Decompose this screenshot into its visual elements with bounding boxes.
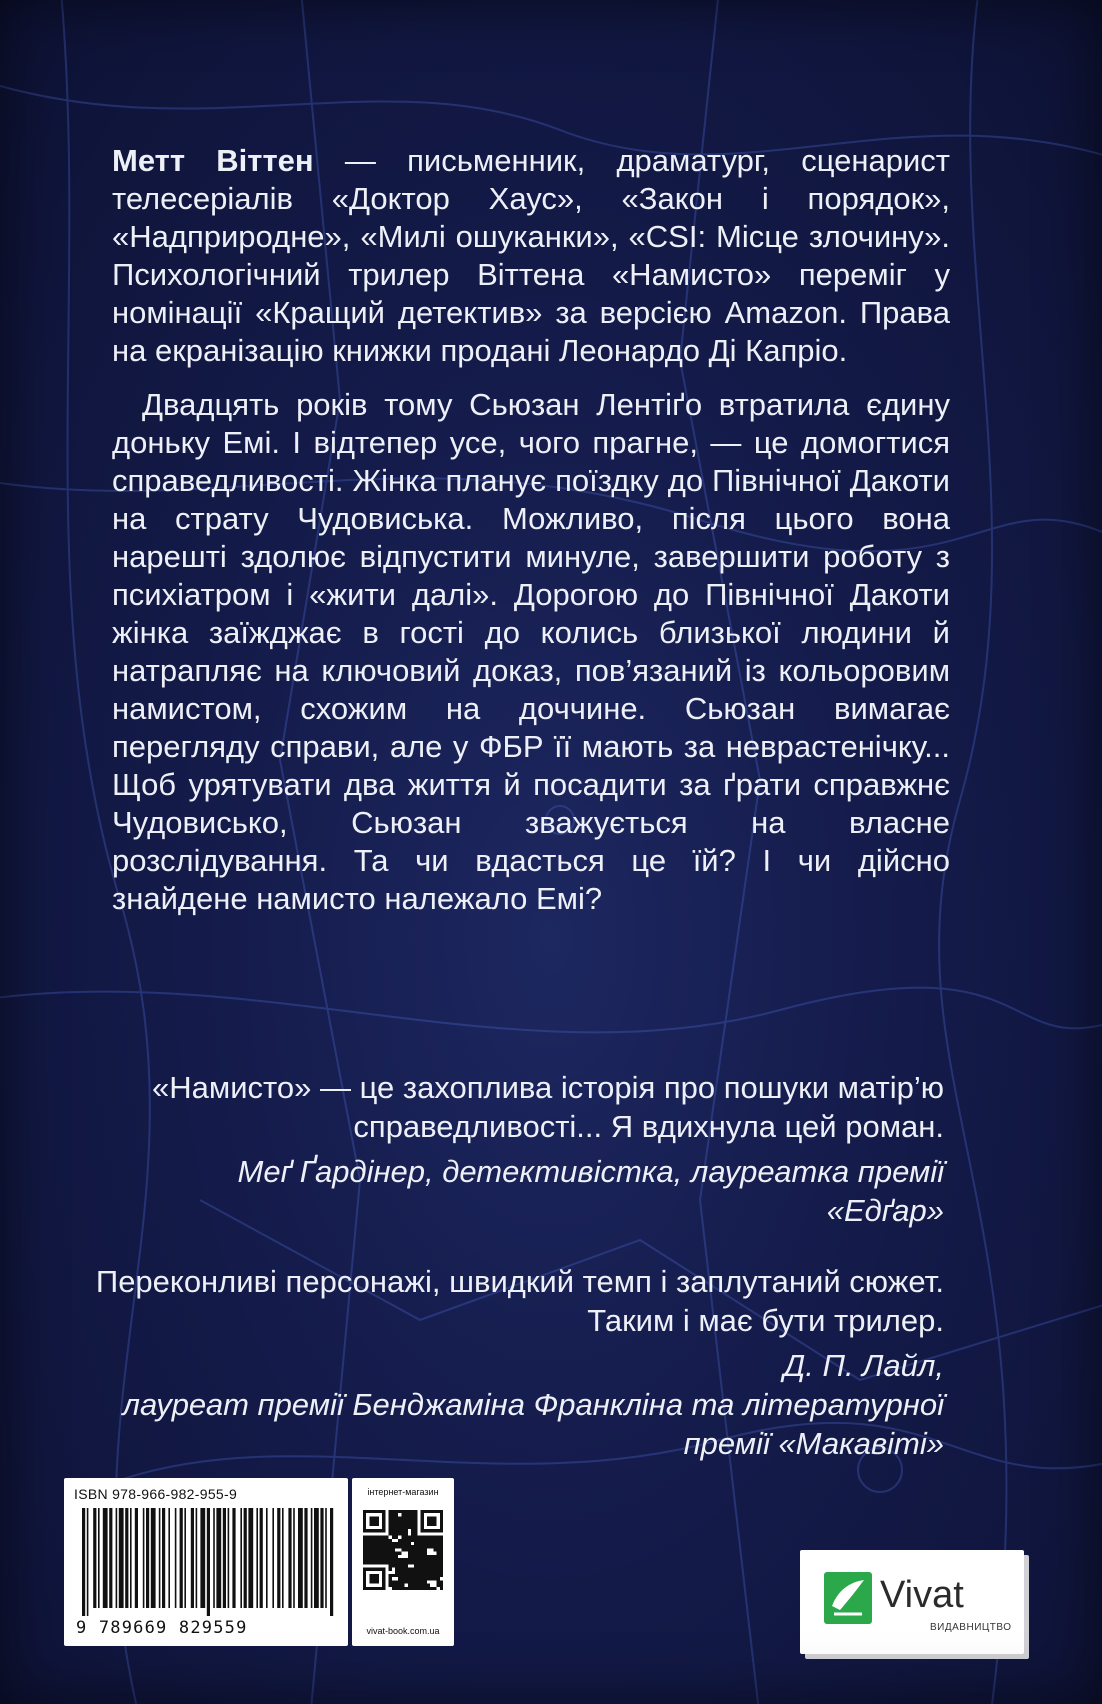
review-quote-2 [74, 1262, 944, 1463]
qr-url: vivat-book.com.ua [366, 1626, 440, 1636]
author-name: Метт Віттен [112, 143, 314, 178]
book-description: Двадцять років тому Сьюзан Лентіґо втратила єдину доньку Емі. І відтепер усе, чого прагне, — це домогтися справедливості. Жінка планує поїздку до Північної Дакоти на страту Чудовиська. Можливо, після цього вона нарешті здолює відпустити минуле, завершити роботу з психіатром і «жити далі». Дорогою до Північної Дакоти жінка заїжджає в гості до колись близької людини й натрапляє на ключовий доказ, пов’язаний із кольоровим намистом, схожим на доччине. Сьюзан вимагає перегляду справи, але у ФБР її мають за неврастенічку... Щоб урятувати два життя й посадити за ґрати справжнє Чудовисько, Сьюзан зважується на власне розслідування. Та чи вдасться це їй? І чи дійсно знайдене намисто належало Емі? [112, 387, 950, 916]
quote-source-award: лауреат премії Бенджаміна Франкліна та літературної премії «Макавіті» [122, 1387, 944, 1461]
author-bio-text: — письменник, драматург, сценарист телесеріалів «Доктор Хаус», «Закон і порядок», «Надприродне», «Милі ошуканки», «CSI: Місце злочину». Психологічний трилер Віттена «Намисто» переміг у номінації «Кращий детектив» за версією Amazon. Права на екранізацію книжки продані Леонардо Ді Капріо. [112, 143, 950, 368]
publisher-logo [800, 1550, 1024, 1654]
quote-source: Меґ Ґардінер, детективістка, лауреатка премії «Едґар» [237, 1154, 944, 1228]
qr-label [352, 1478, 454, 1646]
publisher-subtitle: ВИДАВНИЦТВО [930, 1622, 1012, 1633]
barcode-digits: 9 789669 829559 [76, 1618, 248, 1638]
vivat-leaf-icon [824, 1572, 872, 1624]
barcode-label [64, 1478, 348, 1646]
qr-title: інтернет-магазин [367, 1487, 439, 1497]
publisher-name: Vivat [880, 1574, 964, 1616]
back-cover-text [112, 142, 950, 918]
quote-text: Переконливі персонажі, швидкий темп і заплутаний сюжет. Таким і має бути трилер. [95, 1264, 944, 1338]
quote-text: «Намисто» — це захоплива історія про пошуки матір’ю справедливості... Я вдихнула цей роман. [152, 1070, 944, 1144]
quote-source [74, 1346, 944, 1463]
review-quote-1 [144, 1068, 944, 1230]
quote-source-name: Д. П. Лайл, [783, 1348, 944, 1383]
qr-code-icon [363, 1510, 443, 1590]
barcode-icon [82, 1508, 336, 1616]
author-bio [112, 142, 950, 370]
isbn-text: ISBN 978-966-982-955-9 [74, 1486, 238, 1502]
